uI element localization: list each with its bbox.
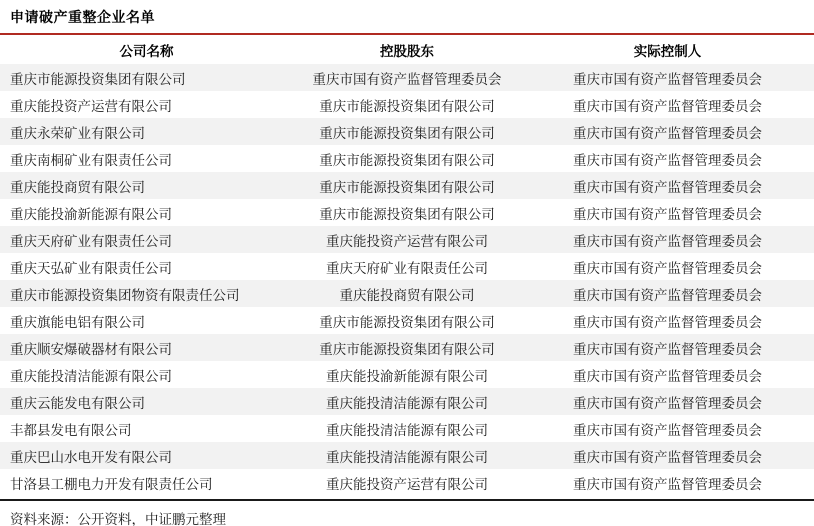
actual-controller-cell: 重庆市国有资产监督管理委员会 <box>572 314 762 330</box>
company-name-cell: 重庆顺安爆破器材有限公司 <box>10 341 172 357</box>
actual-controller-cell: 重庆市国有资产监督管理委员会 <box>572 476 762 492</box>
company-name-cell: 重庆天弘矿业有限责任公司 <box>10 260 172 276</box>
actual-controller-cell: 重庆市国有资产监督管理委员会 <box>572 422 762 438</box>
actual-controller-cell: 重庆市国有资产监督管理委员会 <box>572 287 762 303</box>
controlling-shareholder-cell: 重庆能投渝新能源有限公司 <box>325 368 488 384</box>
controlling-shareholder-cell: 重庆市能源投资集团有限公司 <box>319 314 495 330</box>
table-row <box>0 415 814 442</box>
table-title: 申请破产重整企业名单 <box>10 9 155 25</box>
company-name-cell: 重庆能投资产运营有限公司 <box>10 98 172 114</box>
header-controlling-shareholder: 控股股东 <box>379 43 434 59</box>
actual-controller-cell: 重庆市国有资产监督管理委员会 <box>572 71 762 87</box>
table-row <box>0 199 814 226</box>
company-name-cell: 丰都县发电有限公司 <box>10 422 132 438</box>
companies-table <box>0 35 814 496</box>
actual-controller-cell: 重庆市国有资产监督管理委员会 <box>572 206 762 222</box>
controlling-shareholder-cell: 重庆能投清洁能源有限公司 <box>325 449 488 465</box>
controlling-shareholder-cell: 重庆市能源投资集团有限公司 <box>319 125 495 141</box>
table-row <box>0 226 814 253</box>
company-name-cell: 重庆能投渝新能源有限公司 <box>10 206 172 222</box>
actual-controller-cell: 重庆市国有资产监督管理委员会 <box>572 395 762 411</box>
controlling-shareholder-cell: 重庆能投资产运营有限公司 <box>325 476 488 492</box>
controlling-shareholder-cell: 重庆市能源投资集团有限公司 <box>319 179 495 195</box>
table-row <box>0 64 814 91</box>
actual-controller-cell: 重庆市国有资产监督管理委员会 <box>572 179 762 195</box>
actual-controller-cell: 重庆市国有资产监督管理委员会 <box>572 98 762 114</box>
company-name-cell: 甘洛县工棚电力开发有限责任公司 <box>10 476 213 492</box>
controlling-shareholder-cell: 重庆能投清洁能源有限公司 <box>325 395 488 411</box>
table-row <box>0 334 814 361</box>
table-row <box>0 145 814 172</box>
header-actual-controller: 实际控制人 <box>633 43 702 59</box>
company-name-cell: 重庆巴山水电开发有限公司 <box>10 449 172 465</box>
company-name-cell: 重庆永荣矿业有限公司 <box>10 125 145 141</box>
controlling-shareholder-cell: 重庆市能源投资集团有限公司 <box>319 206 495 222</box>
source-note: 资料来源：公开资料，中证鹏元整理 <box>10 512 226 526</box>
table-row <box>0 253 814 280</box>
actual-controller-cell: 重庆市国有资产监督管理委员会 <box>572 233 762 249</box>
table-row <box>0 280 814 307</box>
table-body <box>0 64 814 496</box>
company-name-cell: 重庆能投清洁能源有限公司 <box>10 368 172 384</box>
controlling-shareholder-cell: 重庆能投资产运营有限公司 <box>325 233 488 249</box>
actual-controller-cell: 重庆市国有资产监督管理委员会 <box>572 125 762 141</box>
controlling-shareholder-cell: 重庆能投商贸有限公司 <box>339 287 475 303</box>
actual-controller-cell: 重庆市国有资产监督管理委员会 <box>572 152 762 168</box>
company-name-cell: 重庆旗能电铝有限公司 <box>10 314 145 330</box>
company-name-cell: 重庆能投商贸有限公司 <box>10 179 145 195</box>
actual-controller-cell: 重庆市国有资产监督管理委员会 <box>572 260 762 276</box>
table-row <box>0 91 814 118</box>
company-name-cell: 重庆市能源投资集团物资有限责任公司 <box>10 287 240 303</box>
controlling-shareholder-cell: 重庆市能源投资集团有限公司 <box>319 152 495 168</box>
header-company-name: 公司名称 <box>119 43 174 59</box>
table-row <box>0 118 814 145</box>
company-name-cell: 重庆天府矿业有限责任公司 <box>10 233 172 249</box>
table-row <box>0 388 814 415</box>
company-name-cell: 重庆云能发电有限公司 <box>10 395 145 411</box>
controlling-shareholder-cell: 重庆天府矿业有限责任公司 <box>325 260 488 276</box>
controlling-shareholder-cell: 重庆能投清洁能源有限公司 <box>325 422 488 438</box>
table-header-row <box>0 35 814 64</box>
table-row <box>0 361 814 388</box>
company-name-cell: 重庆南桐矿业有限责任公司 <box>10 152 172 168</box>
table-row <box>0 469 814 496</box>
actual-controller-cell: 重庆市国有资产监督管理委员会 <box>572 341 762 357</box>
table-row <box>0 442 814 469</box>
actual-controller-cell: 重庆市国有资产监督管理委员会 <box>572 368 762 384</box>
controlling-shareholder-cell: 重庆市能源投资集团有限公司 <box>319 98 495 114</box>
actual-controller-cell: 重庆市国有资产监督管理委员会 <box>572 449 762 465</box>
controlling-shareholder-cell: 重庆市能源投资集团有限公司 <box>319 341 495 357</box>
controlling-shareholder-cell: 重庆市国有资产监督管理委员会 <box>312 71 502 87</box>
company-name-cell: 重庆市能源投资集团有限公司 <box>10 71 186 87</box>
table-row <box>0 307 814 334</box>
table-row <box>0 172 814 199</box>
